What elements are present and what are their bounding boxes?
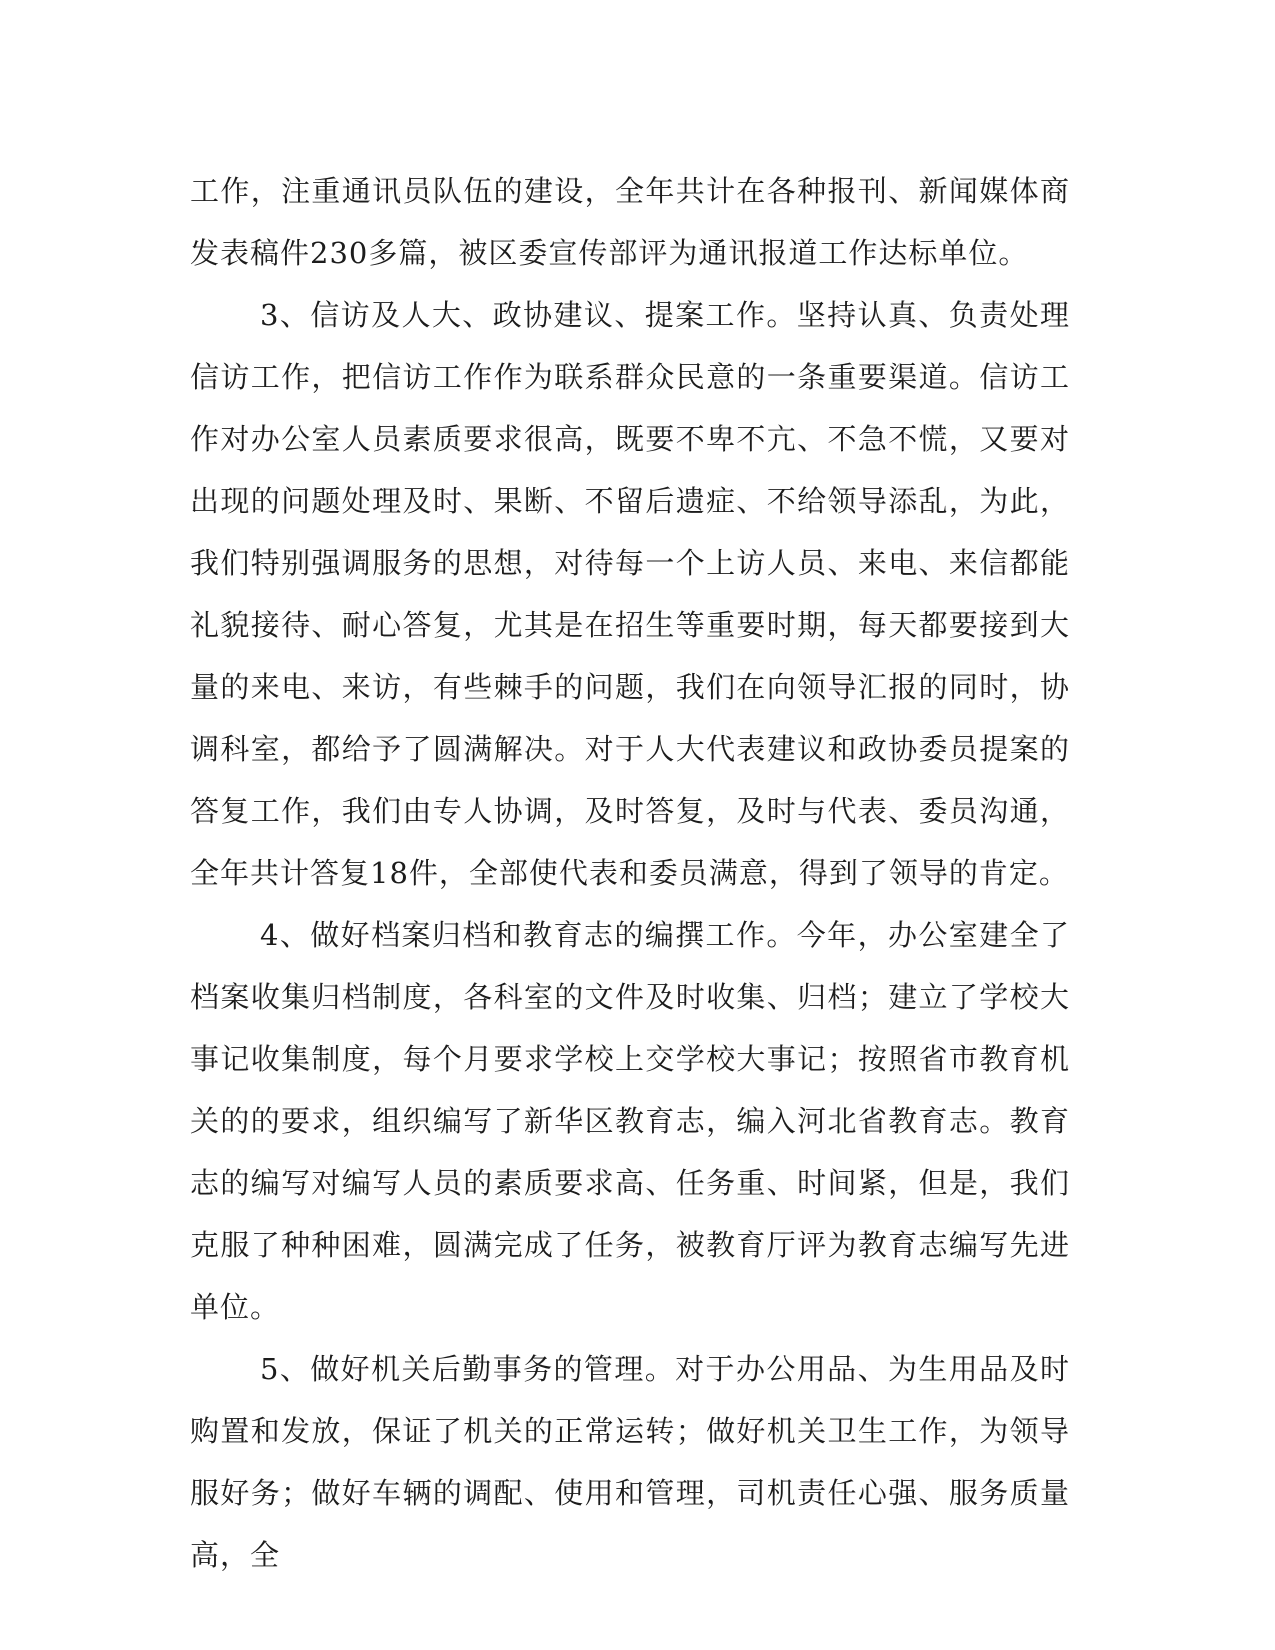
- paragraph-logistics-work: 5、做好机关后勤事务的管理。对于办公用品、为生用品及时购置和发放，保证了机关的正常运转；做好机关卫生工作，为领导服好务；做好车辆的调配、使用和管理，司机责任心强、服务质量高，全: [190, 1352, 1070, 1572]
- body-text: [190, 160, 1070, 1586]
- paragraph-petition-work: 3、信访及人大、政协建议、提案工作。坚持认真、负责处理信访工作，把信访工作作为联系群众民意的一条重要渠道。信访工作对办公室人员素质要求很高，既要不卑不亢、不急不慌，又要对出现的问题处理及时、果断、不留后遗症、不给领导添乱，为此，我们特别强调服务的思想，对待每一个上访人员、来电、来信都能礼貌接待、耐心答复，尤其是在招生等重要时期，每天都要接到大量的来电、来访，有些棘手的问题，我们在向领导汇报的同时，协调科室，都给予了圆满解决。对于人大代表建议和政协委员提案的答复工作，我们由专人协调，及时答复，及时与代表、委员沟通，全年共计答复18件，全部使代表和委员满意，得到了领导的肯定。: [190, 298, 1070, 890]
- paragraph-continuation: 工作，注重通讯员队伍的建设，全年共计在各种报刊、新闻媒体商发表稿件230多篇，被区委宣传部评为通讯报道工作达标单位。: [190, 174, 1070, 270]
- paragraph-archives-work: 4、做好档案归档和教育志的编撰工作。今年，办公室建全了档案收集归档制度，各科室的文件及时收集、归档；建立了学校大事记收集制度，每个月要求学校上交学校大事记；按照省市教育机关的的要求，组织编写了新华区教育志，编入河北省教育志。教育志的编写对编写人员的素质要求高、任务重、时间紧，但是，我们克服了种种困难，圆满完成了任务，被教育厅评为教育志编写先进单位。: [190, 918, 1070, 1324]
